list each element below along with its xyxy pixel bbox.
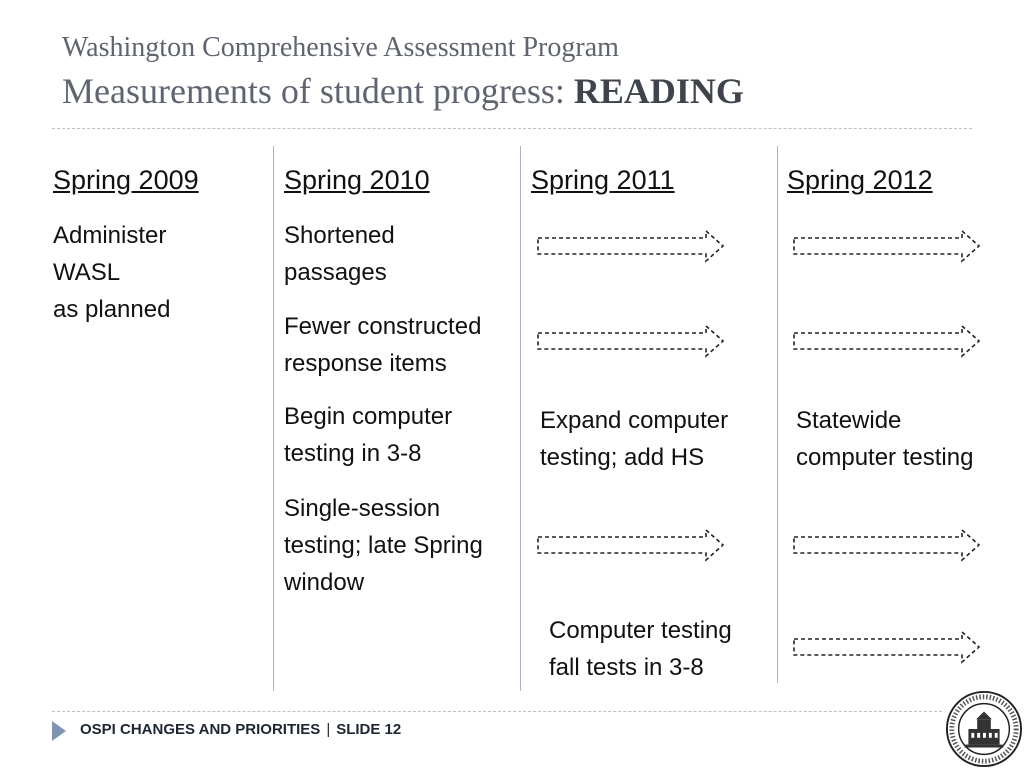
continue-arrow-icon <box>792 630 982 664</box>
text-line: Shortened <box>284 222 395 249</box>
text-line: Computer testing <box>549 617 732 644</box>
footer-separator: | <box>326 721 331 738</box>
text-line: passages <box>284 259 387 286</box>
single-session-text <box>284 490 483 601</box>
footer-triangle-icon <box>52 721 66 741</box>
slide-supertitle: Washington Comprehensive Assessment Program <box>62 32 619 63</box>
expand-computer-testing-text <box>540 402 728 476</box>
slide-title <box>62 70 744 112</box>
text-line: testing; late Spring <box>284 532 483 559</box>
header-divider <box>52 128 972 129</box>
column-divider-2 <box>520 146 521 691</box>
continue-arrow-icon <box>536 229 726 263</box>
text-line: response items <box>284 350 447 377</box>
statewide-computer-testing-text <box>796 402 973 476</box>
column-divider-3 <box>777 146 778 683</box>
computer-testing-fall-text <box>549 612 732 686</box>
text-line: Fewer constructed <box>284 313 482 340</box>
ospi-seal-logo <box>945 690 1023 768</box>
text-line: Begin computer <box>284 403 453 430</box>
text-line: computer testing <box>796 444 974 471</box>
heading-spring-2012: Spring 2012 <box>787 165 933 195</box>
footer-divider <box>52 711 942 712</box>
shortened-passages-text <box>284 217 395 291</box>
administer-wasl-text <box>53 217 170 328</box>
text-line: Statewide <box>796 407 902 434</box>
column-divider-1 <box>273 146 274 691</box>
slide-title-bold: READING <box>573 71 744 111</box>
continue-arrow-icon <box>792 229 982 263</box>
continue-arrow-icon <box>792 528 982 562</box>
text-line: WASL <box>53 259 121 286</box>
text-line: testing in 3-8 <box>284 440 422 467</box>
slide-title-prefix: Measurements of student progress: <box>62 71 574 111</box>
fewer-items-text <box>284 308 481 382</box>
heading-spring-2011: Spring 2011 <box>531 165 675 195</box>
text-line: window <box>284 569 365 596</box>
heading-spring-2010: Spring 2010 <box>284 165 430 195</box>
footer-title: OSPI CHANGES AND PRIORITIES <box>80 721 321 738</box>
text-line: Single-session <box>284 495 441 522</box>
slide-number: SLIDE 12 <box>336 721 402 738</box>
begin-computer-testing-text <box>284 398 452 472</box>
text-line: as planned <box>53 296 171 323</box>
continue-arrow-icon <box>792 324 982 358</box>
text-line: fall tests in 3-8 <box>549 654 704 681</box>
continue-arrow-icon <box>536 324 726 358</box>
text-line: Administer <box>53 222 167 249</box>
heading-spring-2009: Spring 2009 <box>53 165 199 195</box>
text-line: Expand computer <box>540 407 729 434</box>
footer-label <box>80 721 401 738</box>
continue-arrow-icon <box>536 528 726 562</box>
text-line: testing; add HS <box>540 444 705 471</box>
